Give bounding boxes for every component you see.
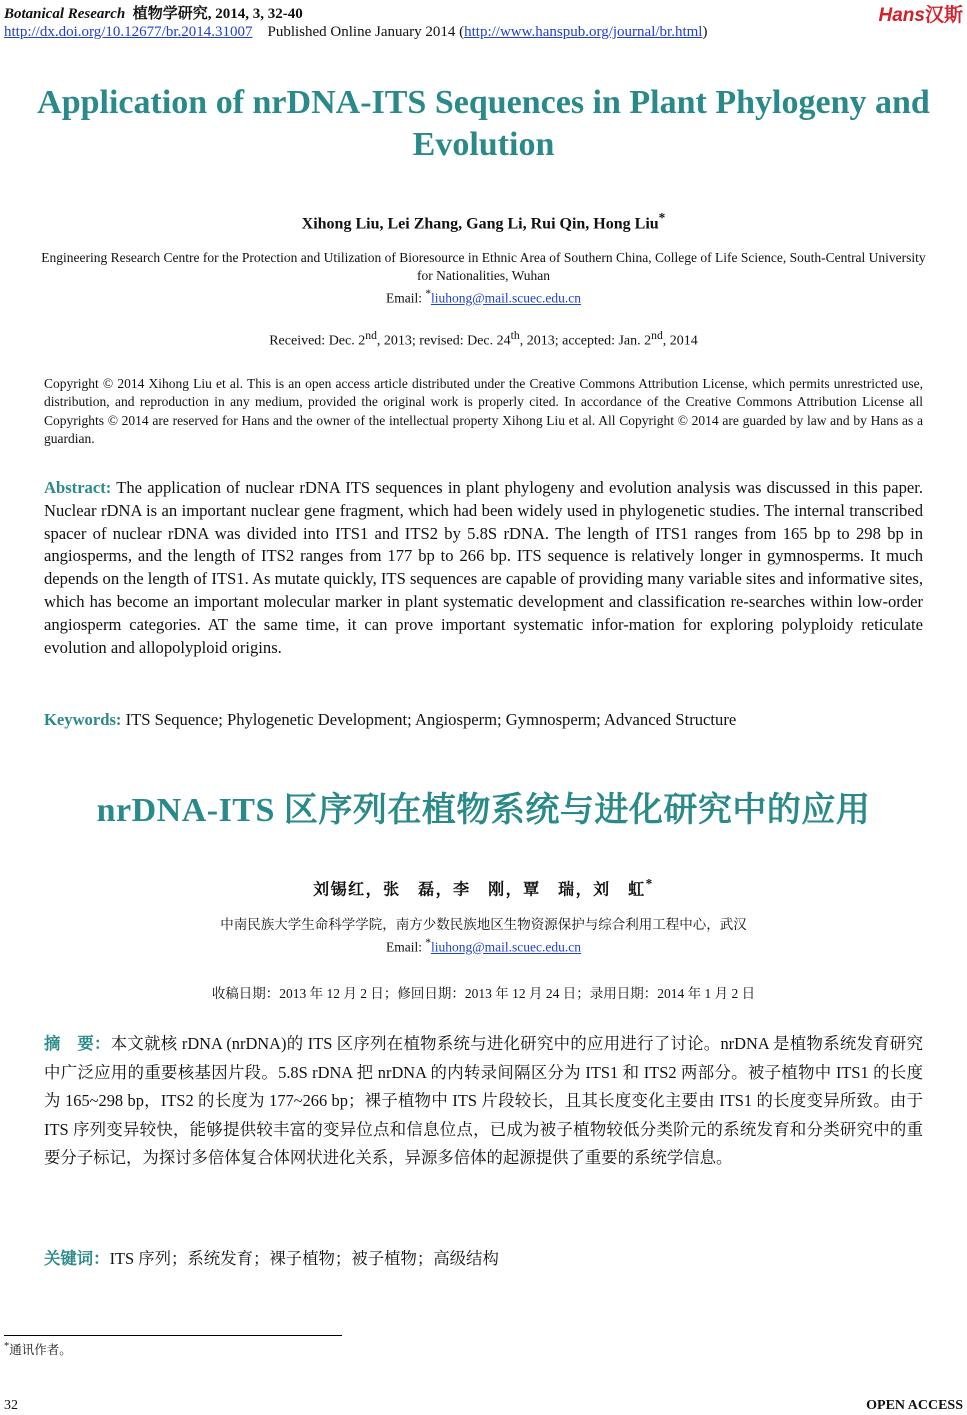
- abstract-label-cn: 摘 要：: [44, 1034, 111, 1053]
- footnote-divider: [4, 1335, 342, 1336]
- published-suffix: ): [702, 24, 708, 40]
- journal-name-en: Botanical Research: [4, 6, 126, 22]
- email-mark-cn: *: [425, 937, 431, 949]
- affiliation-text-cn: 中南民族大学生命科学学院，南方少数民族地区生物资源保护与综合利用工程中心，武汉: [220, 917, 747, 932]
- received-part: Received: Dec. 2: [269, 333, 366, 349]
- open-access-label: OPEN ACCESS: [866, 1398, 963, 1413]
- abstract-text-cn: 本文就核 rDNA (nrDNA)的 ITS 区序列在植物系统与进化研究中的应用进行了讨论。nrDNA 是植物系统发育研究中广泛应用的重要核基因片段。5.8S rDNA 把 nrDNA 的内转录间隔区分为 ITS1 和 ITS2 两部分。被子植物中 ITS1 的长度为 165~298 bp，ITS2 的长度为 177~266 bp；裸子植物中 ITS 片段较长，且其长度变化主要由 ITS1 的长度变异所致。由于 ITS 序列变异较快，能够提供较丰富的变异位点和信息位点，已成为被子植物较低分类阶元的系统发育和分类研究中的重要分子标记，为探讨多倍体复合体网状进化关系，异源多倍体的起源提供了重要的系统学信息。: [44, 1034, 924, 1168]
- received-dates-en: [0, 329, 967, 350]
- abstract-label: Abstract:: [44, 478, 112, 497]
- paper-title-cn: nrDNA-ITS 区序列在植物系统与进化研究中的应用: [96, 792, 871, 829]
- corresponding-mark: *: [658, 210, 666, 225]
- footnote: [4, 1340, 72, 1358]
- received-dates-cn: 收稿日期：2013 年 12 月 2 日；修回日期：2013 年 12 月 24 日；录用日期：2014 年 1 月 2 日: [211, 986, 756, 1001]
- published-prefix: Published Online January 2014 (: [267, 24, 465, 40]
- accepted-part: , 2013; accepted: Jan. 2: [519, 333, 652, 349]
- accepted-ordinal: nd: [651, 329, 663, 342]
- email-link-en[interactable]: liuhong@mail.scuec.edu.cn: [430, 290, 582, 306]
- affiliation-en: [40, 249, 927, 308]
- abstract-text: The application of nuclear rDNA ITS sequences in plant phylogeny and evolution analysis was discussed in this paper. Nuclear rDNA is an important nuclear gene fragment, which had been widely used in phylogenetic studies. The internal transcribed spacer of nuclear rDNA was divided into ITS1 and ITS2 by 5.8S rDNA. The length of ITS1 ranges from 165 bp to 298 bp in angiosperms, and the length of ITS2 ranges from 177 bp to 266 bp. ITS sequence is relatively longer in gymnosperms. It much depends on the length of ITS1. As mutate quickly, ITS sequences are capable of providing many variable sites and informative sites, which has become an important molecular marker in plant systematic development and classification re-searches within low-order angiosperm categories. AT the same time, it can prove important systematic infor-mation for exploring polyploidy reticulate evolution and allopolyploid origins.: [44, 478, 923, 657]
- author-list-cn: 刘锡红，张 磊，李 刚，覃 瑞，刘 虹: [313, 881, 646, 899]
- keywords-text: ITS Sequence; Phylogenetic Development; Angiosperm; Gymnosperm; Advanced Structure: [125, 710, 737, 729]
- journal-citation: [4, 2, 303, 23]
- email-mark: *: [425, 288, 431, 300]
- affiliation-cn: [0, 915, 967, 957]
- paper-title-en: Application of nrDNA-ITS Sequences in Plant Phylogeny and Evolution: [37, 84, 930, 163]
- page-number: 32: [4, 1398, 18, 1413]
- keywords-label-cn: 关键词：: [44, 1249, 110, 1268]
- keywords-cn: [44, 1245, 923, 1269]
- corresponding-mark-cn: *: [645, 876, 654, 891]
- email-line-cn: [0, 934, 967, 957]
- doi-link[interactable]: http://dx.doi.org/10.12677/br.2014.31007: [4, 24, 253, 40]
- authors-cn: [0, 876, 967, 899]
- affiliation-text: Engineering Research Centre for the Protection and Utilization of Bioresource in Ethnic Area of Southern China, College of Life Science, South-Central University for Nationalities, Wuhan: [41, 250, 926, 283]
- keywords-en: [44, 710, 923, 730]
- authors-en: [0, 210, 967, 233]
- author-list: Xihong Liu, Lei Zhang, Gang Li, Rui Qin, Hong Liu: [301, 215, 659, 233]
- email-label: Email:: [385, 290, 426, 306]
- received-ordinal: nd: [365, 329, 377, 342]
- logo-text-cn: 汉斯: [924, 5, 963, 26]
- journal-link[interactable]: http://www.hanspub.org/journal/br.html: [464, 24, 703, 40]
- publication-info: [4, 24, 707, 41]
- footnote-text: 通讯作者。: [9, 1343, 72, 1357]
- logo-text-en: Hans: [878, 5, 925, 26]
- keywords-label: Keywords:: [44, 710, 122, 729]
- revised-part: , 2013; revised: Dec. 24: [376, 333, 511, 349]
- journal-issue-info: 植物学研究, 2014, 3, 32-40: [132, 6, 303, 22]
- accepted-year: , 2014: [662, 333, 698, 349]
- abstract-en: [44, 477, 923, 659]
- email-label-cn: Email:: [385, 939, 426, 955]
- revised-ordinal: th: [510, 329, 520, 342]
- hans-logo: [879, 0, 963, 27]
- abstract-cn: [44, 1030, 923, 1173]
- footnote-mark: *: [4, 1340, 10, 1352]
- keywords-text-cn: ITS 序列；系统发育；裸子植物；被子植物；高级结构: [109, 1249, 499, 1268]
- copyright-notice: Copyright © 2014 Xihong Liu et al. This is an open access article distributed under the Creative Commons Attribution License, which permits unrestricted use, distribution, and reproduction in any medium, provided the original work is properly cited. In accordance of the Creative Commons Attribution License all Copyrights © 2014 are reserved for Hans and the owner of the intellectual property Xihong Liu et al. All Copyright © 2014 are guarded by law and by Hans as a guardian.: [44, 376, 923, 447]
- email-link-cn[interactable]: liuhong@mail.scuec.edu.cn: [430, 939, 582, 955]
- email-line-en: [40, 285, 927, 308]
